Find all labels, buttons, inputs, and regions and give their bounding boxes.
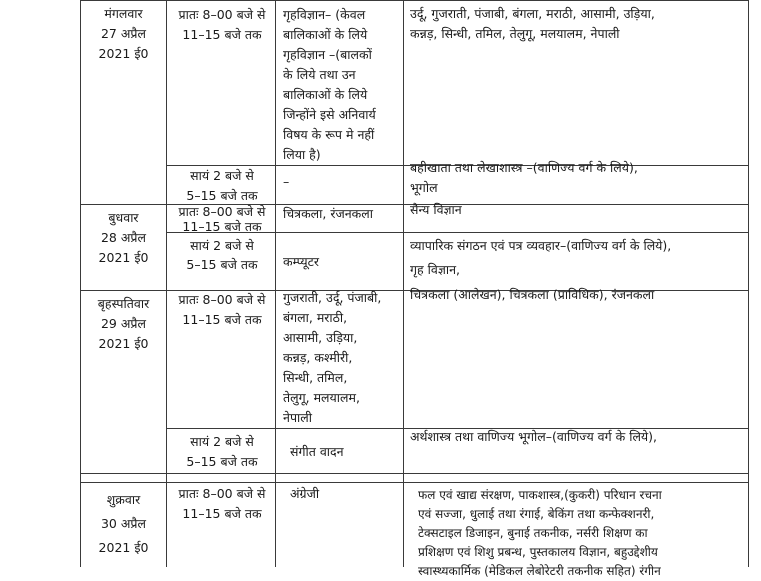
time-slot	[172, 290, 272, 330]
subject-group-a	[283, 288, 403, 428]
subject-line: कन्नड़, सिन्धी, तमिल, तेलुगू, मलयालम, नेपाली	[410, 26, 620, 41]
subject-line: बालिकाओं के लिये	[283, 27, 368, 42]
subject-line: गृहविज्ञान –(बालकों	[283, 47, 372, 62]
column-divider	[748, 0, 749, 567]
time-slot	[172, 166, 272, 206]
subject-line: भूगोल	[410, 180, 438, 195]
subject-line: कम्प्यूटर	[283, 254, 320, 269]
row-divider	[80, 482, 748, 483]
time-slot	[172, 484, 272, 524]
subject-group-b	[410, 234, 745, 282]
exam-date-cell	[81, 208, 166, 268]
time-start: सायं 2 बजे से	[190, 238, 254, 253]
subject-line: फल एवं खाद्य संरक्षण, पाकशास्त्र,(कुकरी) परिधान रचना	[418, 488, 662, 502]
subject-line: कन्नड़, कश्मीरी,	[283, 350, 353, 365]
subject-group-a	[283, 252, 403, 272]
day-name: मंगलवार	[104, 6, 143, 21]
subject-line: नेपाली	[283, 410, 312, 425]
exam-year: 2021 ई0	[98, 540, 149, 555]
subject-line: आसामी, उड़िया,	[283, 330, 358, 345]
exam-year: 2021 ई0	[98, 250, 149, 265]
day-name: बृहस्पतिवार	[97, 296, 150, 311]
exam-date: 29 अप्रैल	[100, 316, 147, 331]
subject-line: जिन्होंने इसे अनिवार्य	[283, 107, 376, 122]
time-start: प्रातः 8–00 बजे से	[178, 204, 266, 219]
time-end: 5–15 बजे तक	[186, 188, 258, 203]
subject-line: विषय के रूप मे नहीं	[283, 127, 375, 142]
subject-line: सैन्य विज्ञान	[410, 202, 462, 217]
subject-line: चित्रकला, रंजनकला	[283, 206, 373, 221]
subject-line: के लिये तथा उन	[283, 67, 356, 82]
row-divider	[80, 0, 748, 1]
time-start: प्रातः 8–00 बजे से	[178, 486, 266, 501]
time-end: 11–15 बजे तक	[182, 312, 262, 327]
subject-line: बहीखाता तथा लेखाशास्त्र –(वाणिज्य वर्ग के लिये),	[410, 160, 638, 175]
exam-year: 2021 ई0	[98, 336, 149, 351]
subject-line: अर्थशास्त्र तथा वाणिज्य भूगोल–(वाणिज्य वर्ग के लिये),	[410, 429, 658, 444]
subject-line: गुजराती, उर्दू, पंजाबी,	[283, 290, 382, 305]
day-name: बुधवार	[108, 210, 139, 225]
time-end: 11–15 बजे तक	[182, 219, 262, 234]
day-name: शुक्रवार	[106, 492, 141, 507]
time-start: प्रातः 8–00 बजे से	[178, 7, 266, 22]
time-start: सायं 2 बजे से	[190, 168, 254, 183]
subject-group-a	[290, 442, 403, 462]
exam-date-cell	[81, 488, 166, 560]
subject-group-b	[410, 200, 745, 220]
time-end: 5–15 बजे तक	[186, 454, 258, 469]
subject-group-b	[410, 427, 745, 447]
subject-group-b	[410, 4, 745, 44]
time-slot	[172, 236, 272, 274]
row-divider	[80, 473, 748, 474]
subject-line: –	[283, 174, 290, 189]
time-end: 11–15 बजे तक	[182, 27, 262, 42]
subject-group-a	[283, 5, 403, 165]
subject-group-b	[410, 158, 745, 198]
subject-line: तेलुगू, मलयालम,	[283, 390, 360, 405]
time-start: सायं 2 बजे से	[190, 434, 254, 449]
subject-line: अंग्रेजी	[290, 486, 320, 501]
subject-line: गृह विज्ञान,	[410, 262, 460, 277]
subject-line: संगीत वादन	[290, 444, 344, 459]
time-end: 11–15 बजे तक	[182, 506, 262, 521]
subject-line: सिन्धी, तमिल,	[283, 370, 348, 385]
time-end: 5–15 बजे तक	[186, 257, 258, 272]
subject-line: एवं सज्जा, धुलाई तथा रंगाई, बेकिंग तथा कन्फेक्शनरी,	[418, 507, 655, 521]
time-start: प्रातः 8–00 बजे से	[178, 292, 266, 307]
time-slot	[172, 204, 272, 234]
subject-group-a	[283, 172, 403, 192]
exam-date: 30 अप्रैल	[100, 516, 147, 531]
subject-line: प्रशिक्षण एवं शिशु प्रबन्ध, पुस्तकालय विज्ञान, बहुउद्देशीय	[418, 545, 658, 559]
exam-year: 2021 ई0	[98, 46, 149, 61]
subject-line: गृहविज्ञान– (केवल	[283, 7, 366, 22]
subject-line: लिया है)	[283, 147, 321, 162]
subject-line: स्वास्थ्यकार्मिक (मेडिकल लेबोरेटरी तकनीक सहित) रंगीन	[418, 564, 661, 578]
exam-date: 27 अप्रैल	[100, 26, 147, 41]
subject-line: बालिकाओं के लिये	[283, 87, 368, 102]
subject-group-b	[410, 285, 745, 305]
exam-date: 28 अप्रैल	[100, 230, 147, 245]
exam-date-cell	[81, 294, 166, 354]
time-slot	[172, 5, 272, 45]
subject-line: व्यापारिक संगठन एवं पत्र व्यवहार–(वाणिज्य वर्ग के लिये),	[410, 238, 672, 253]
time-slot	[172, 432, 272, 472]
subject-line: बंगला, मराठी,	[283, 310, 348, 325]
subject-line: चित्रकला (आलेखन), चित्रकला (प्राविधिक), रंजनकला	[410, 287, 655, 302]
subject-group-a	[290, 484, 403, 504]
subject-line: उर्दू, गुजराती, पंजाबी, बंगला, मराठी, आसामी, उड़िया,	[410, 6, 655, 21]
exam-date-cell	[81, 4, 166, 64]
subject-group-a	[283, 204, 403, 224]
subject-line: टेक्सटाइल डिजाइन, बुनाई तकनीक, नर्सरी शिक्षण का	[418, 526, 648, 540]
